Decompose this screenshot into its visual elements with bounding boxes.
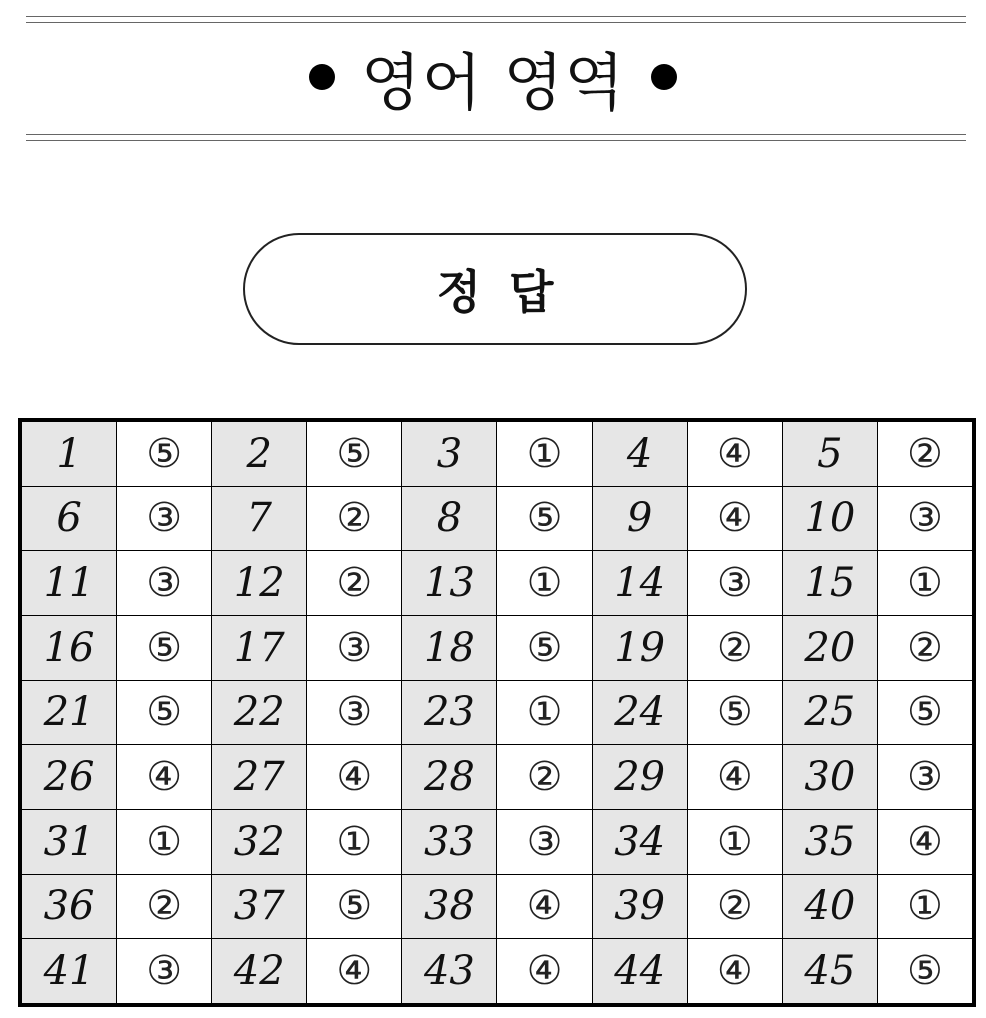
- question-number: 11: [22, 551, 116, 615]
- question-number: 43: [402, 939, 496, 1003]
- answer-choice: ②: [688, 616, 782, 680]
- question-number: 40: [783, 875, 877, 939]
- answer-choice: ③: [117, 551, 211, 615]
- answer-choice: ③: [878, 487, 972, 551]
- question-number: 30: [783, 745, 877, 809]
- question-number: 22: [212, 681, 306, 745]
- answer-choice: ③: [307, 681, 401, 745]
- answer-choice: ③: [878, 745, 972, 809]
- answer-choice: ②: [117, 875, 211, 939]
- answer-choice: ⑤: [878, 681, 972, 745]
- answer-choice: ④: [688, 487, 782, 551]
- question-number: 18: [402, 616, 496, 680]
- answer-choice: ①: [688, 810, 782, 874]
- answer-label: 정답: [436, 265, 582, 319]
- question-number: 44: [593, 939, 687, 1003]
- answer-choice: ④: [688, 745, 782, 809]
- answer-choice: ①: [497, 422, 591, 486]
- answer-choice: ④: [878, 810, 972, 874]
- question-number: 5: [783, 422, 877, 486]
- answer-choice: ①: [117, 810, 211, 874]
- answer-choice: ④: [688, 939, 782, 1003]
- question-number: 15: [783, 551, 877, 615]
- question-number: 20: [783, 616, 877, 680]
- question-number: 41: [22, 939, 116, 1003]
- question-number: 3: [402, 422, 496, 486]
- question-number: 4: [593, 422, 687, 486]
- answer-choice: ④: [688, 422, 782, 486]
- answer-choice: ③: [307, 616, 401, 680]
- answer-choice: ⑤: [688, 681, 782, 745]
- header-rule-top-1: [26, 16, 966, 17]
- question-number: 6: [22, 487, 116, 551]
- question-number: 31: [22, 810, 116, 874]
- question-number: 33: [402, 810, 496, 874]
- page-title-text: 영어 영역: [360, 45, 626, 119]
- answer-choice: ③: [117, 939, 211, 1003]
- question-number: 24: [593, 681, 687, 745]
- question-number: 25: [783, 681, 877, 745]
- answer-choice: ⑤: [307, 875, 401, 939]
- question-number: 29: [593, 745, 687, 809]
- answer-choice: ⑤: [497, 487, 591, 551]
- question-number: 38: [402, 875, 496, 939]
- answer-choice: ⑤: [878, 939, 972, 1003]
- question-number: 32: [212, 810, 306, 874]
- question-number: 14: [593, 551, 687, 615]
- answer-choice: ⑤: [117, 681, 211, 745]
- answer-choice: ④: [497, 875, 591, 939]
- answer-choice: ③: [497, 810, 591, 874]
- answer-choice: ⑤: [497, 616, 591, 680]
- question-number: 19: [593, 616, 687, 680]
- section-header: [0, 22, 986, 132]
- answer-choice: ④: [307, 939, 401, 1003]
- question-number: 26: [22, 745, 116, 809]
- question-number: 35: [783, 810, 877, 874]
- question-number: 21: [22, 681, 116, 745]
- answer-choice: ②: [688, 875, 782, 939]
- answer-choice: ④: [307, 745, 401, 809]
- answer-choice: ①: [878, 551, 972, 615]
- answer-choice: ②: [307, 487, 401, 551]
- header-rule-bottom-1: [26, 134, 966, 135]
- question-number: 2: [212, 422, 306, 486]
- question-number: 1: [22, 422, 116, 486]
- answer-choice: ①: [497, 681, 591, 745]
- answer-choice: ①: [878, 875, 972, 939]
- question-number: 9: [593, 487, 687, 551]
- answer-label-box: [243, 233, 747, 345]
- answer-choice: ②: [497, 745, 591, 809]
- question-number: 13: [402, 551, 496, 615]
- answer-choice: ⑤: [307, 422, 401, 486]
- answer-choice: ②: [878, 422, 972, 486]
- answer-choice: ①: [497, 551, 591, 615]
- answer-choice: ③: [688, 551, 782, 615]
- bullet-left-icon: [309, 64, 335, 90]
- question-number: 17: [212, 616, 306, 680]
- question-number: 37: [212, 875, 306, 939]
- answer-choice: ②: [307, 551, 401, 615]
- question-number: 10: [783, 487, 877, 551]
- question-number: 28: [402, 745, 496, 809]
- bullet-right-icon: [651, 64, 677, 90]
- answer-choice: ⑤: [117, 616, 211, 680]
- answer-choice: ①: [307, 810, 401, 874]
- question-number: 7: [212, 487, 306, 551]
- answer-table: [18, 418, 976, 1007]
- page-title: [309, 33, 677, 122]
- question-number: 36: [22, 875, 116, 939]
- question-number: 27: [212, 745, 306, 809]
- answer-choice: ⑤: [117, 422, 211, 486]
- question-number: 42: [212, 939, 306, 1003]
- question-number: 34: [593, 810, 687, 874]
- question-number: 12: [212, 551, 306, 615]
- question-number: 23: [402, 681, 496, 745]
- question-number: 39: [593, 875, 687, 939]
- header-rule-bottom-2: [26, 140, 966, 141]
- answer-choice: ④: [117, 745, 211, 809]
- answer-choice: ②: [878, 616, 972, 680]
- question-number: 45: [783, 939, 877, 1003]
- answer-choice: ③: [117, 487, 211, 551]
- answer-choice: ④: [497, 939, 591, 1003]
- question-number: 16: [22, 616, 116, 680]
- question-number: 8: [402, 487, 496, 551]
